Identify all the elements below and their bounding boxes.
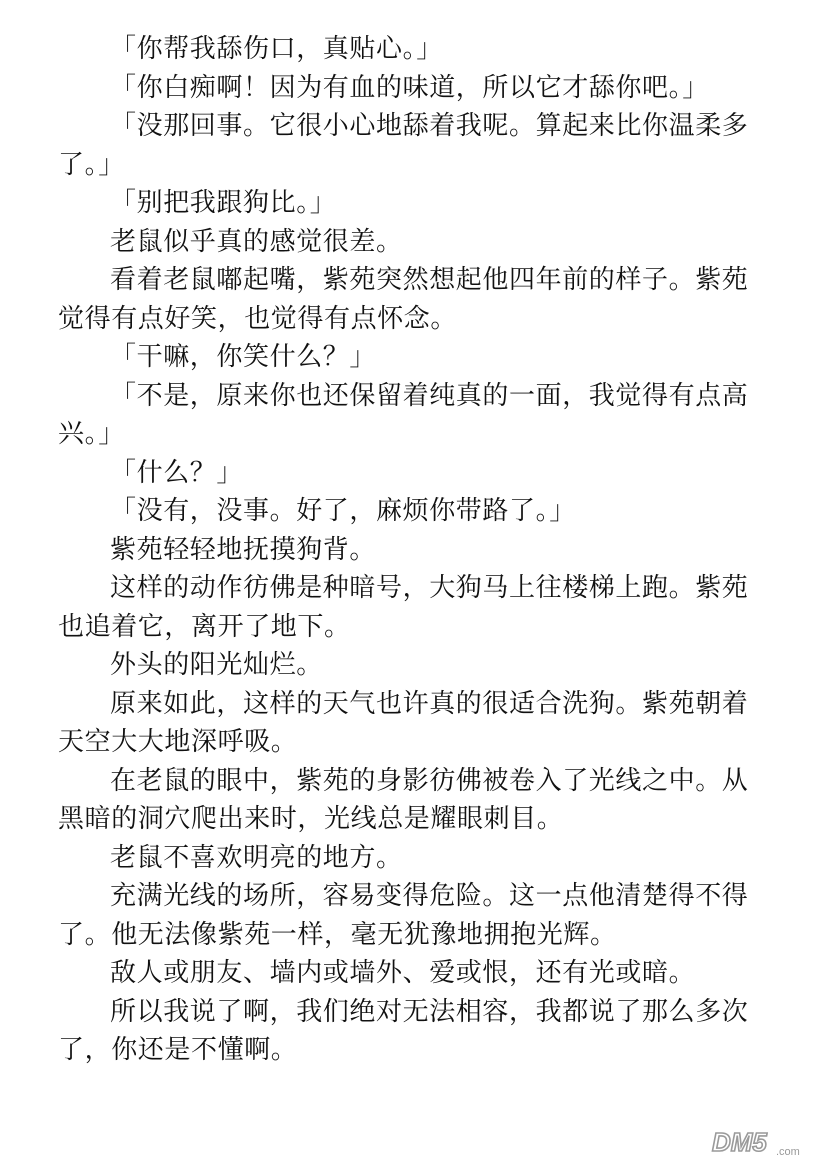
paragraph: 充满光线的场所，容易变得危险。这一点他清楚得不得了。他无法像紫苑一样，毫无犹豫地拥抱光辉。 — [58, 881, 749, 950]
paragraph: 外头的阳光灿烂。 — [110, 650, 323, 680]
paragraph: 「不是，原来你也还保留着纯真的一面，我觉得有点高兴。」 — [58, 380, 749, 449]
paragraph: 老鼠似乎真的感觉很差。 — [110, 226, 403, 257]
paragraph: 这样的动作彷佛是种暗号，大狗马上往楼梯上跑。紫苑也追着它，离开了地下。 — [58, 573, 749, 642]
watermark-suffix: .com — [776, 1146, 800, 1158]
watermark-text: DM5 — [712, 1127, 767, 1157]
paragraph: 在老鼠的眼中，紫苑的身影彷佛被卷入了光线之中。从黑暗的洞穴爬出来时，光线总是耀眼刺目。 — [58, 765, 749, 834]
paragraph: 原来如此，这样的天气也许真的很适合洗狗。紫苑朝着天空大大地深呼吸。 — [58, 688, 749, 757]
paragraph: 「你白痴啊！因为有血的味道，所以它才舔你吧。」 — [110, 72, 709, 103]
paragraph: 老鼠不喜欢明亮的地方。 — [110, 842, 403, 873]
paragraph: 看着老鼠嘟起嘴，紫苑突然想起他四年前的样子。紫苑觉得有点好笑，也觉得有点怀念。 — [58, 265, 749, 334]
paragraph: 「干嘛，你笑什么？」 — [110, 342, 377, 372]
paragraph: 紫苑轻轻地抚摸狗背。 — [110, 534, 377, 565]
paragraph: 「你帮我舔伤口，真贴心。」 — [110, 34, 443, 64]
paragraph: 所以我说了啊，我们绝对无法相容，我都说了那么多次了，你还是不懂啊。 — [58, 996, 749, 1065]
paragraph: 「没那回事。它很小心地舔着我呢。算起来比你温柔多了。」 — [58, 111, 749, 180]
paragraph: 「别把我跟狗比。」 — [110, 188, 337, 218]
paragraph: 敌人或朋友、墙内或墙外、爱或恨，还有光或暗。 — [110, 958, 696, 988]
paragraph: 「没有，没事。好了，麻烦你带路了。」 — [110, 496, 576, 526]
text-page — [58, 30, 750, 1070]
dm5-logo-watermark — [710, 1125, 812, 1159]
paragraph: 「什么？」 — [110, 457, 244, 488]
